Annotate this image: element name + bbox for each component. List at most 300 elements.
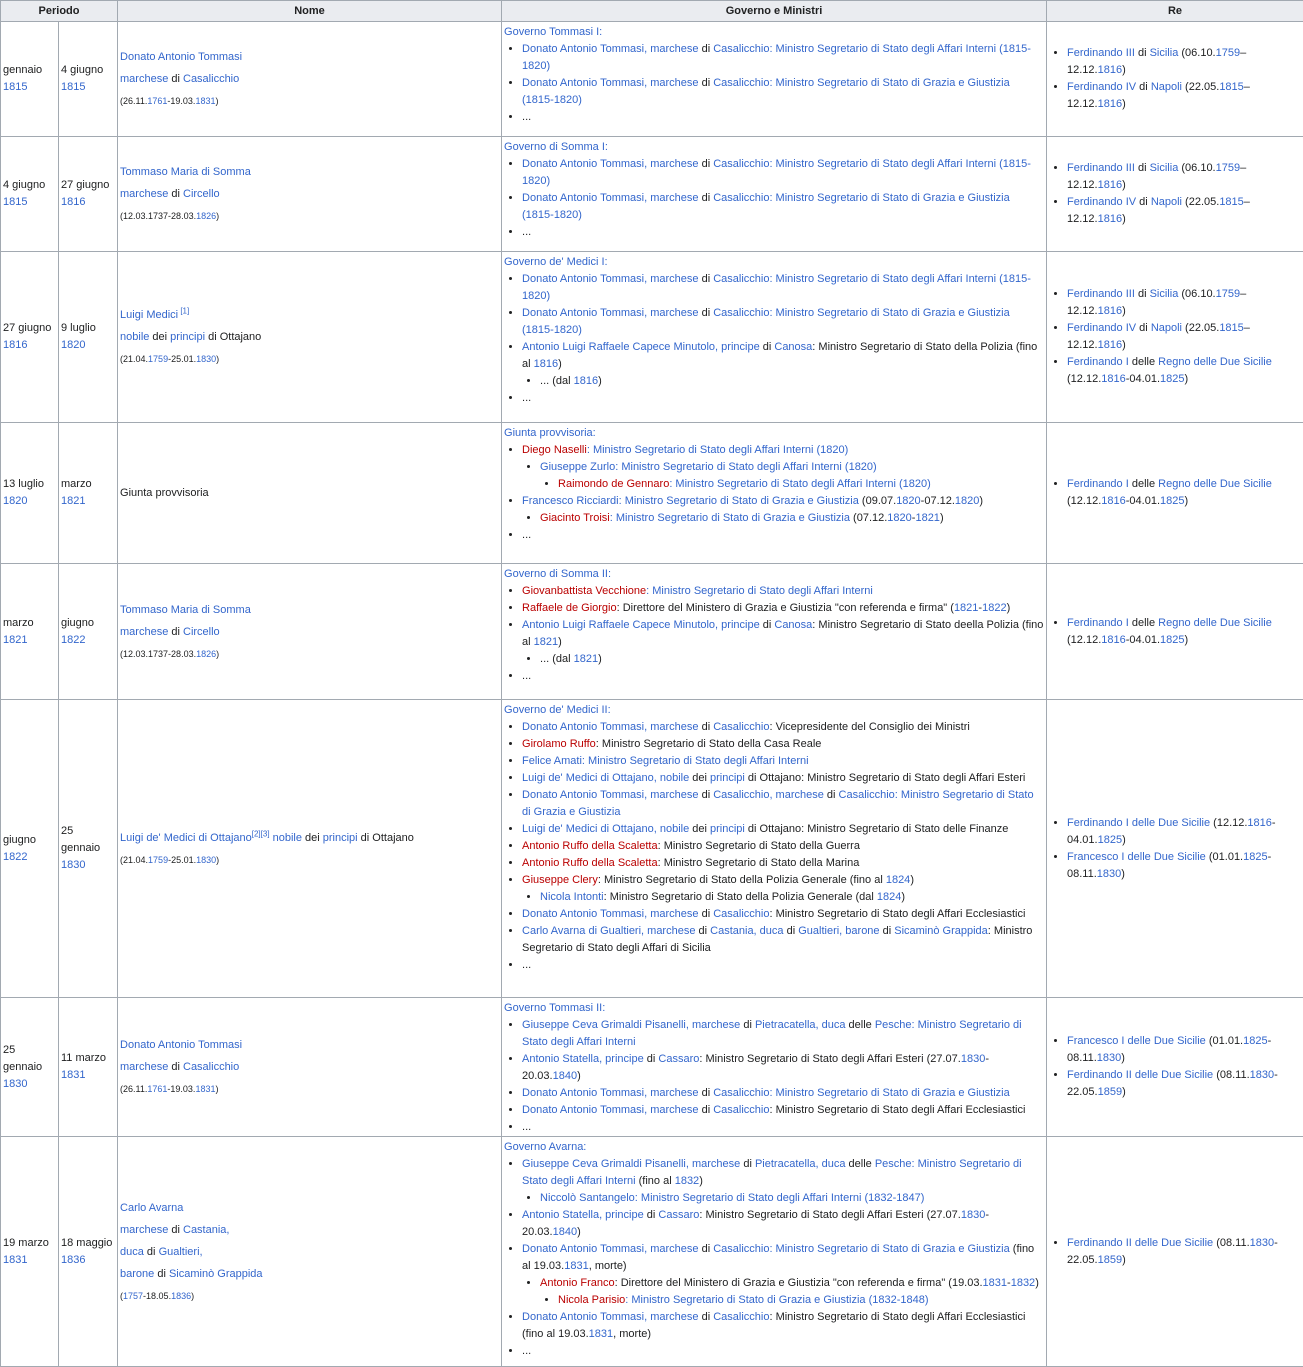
- government-title[interactable]: Governo de' Medici I:: [504, 256, 608, 268]
- minister-item: [540, 373, 1044, 390]
- text-segment: dei: [149, 331, 171, 343]
- text-segment: di: [1134, 47, 1150, 59]
- link[interactable]: 1759: [148, 854, 169, 865]
- date-text: 11 marzo: [61, 1052, 107, 1064]
- link[interactable]: Giovanbattista Vecchione: [522, 585, 647, 597]
- link[interactable]: 1821: [915, 512, 940, 524]
- year-link[interactable]: 1822: [61, 633, 86, 646]
- link[interactable]: Donato Antonio Tommasi: [120, 1039, 243, 1051]
- text-segment: : Ministro Segretario di Stato deella Polizia (fino al: [522, 619, 1044, 648]
- link[interactable]: Ferdinando II delle Due Sicilie: [1067, 1236, 1214, 1249]
- link[interactable]: 1816: [1097, 64, 1123, 76]
- link[interactable]: Ferdinando I: [1067, 356, 1129, 368]
- link[interactable]: Raimondo de Gennaro: [558, 478, 670, 490]
- link[interactable]: Donato Antonio Tommasi, marchese: [522, 158, 699, 170]
- government-title[interactable]: Giunta provvisoria:: [504, 427, 596, 439]
- link[interactable]: 1826: [196, 648, 217, 659]
- link[interactable]: Tommaso Maria di Somma: [120, 603, 251, 616]
- link[interactable]: Casalicchio: Ministro Segretario di Stato di Grazia e Giustizia (1815-1820): [522, 77, 1010, 106]
- government-cell: [502, 1137, 1047, 1367]
- minister-item: [522, 753, 1044, 770]
- link[interactable]: Luigi de' Medici di Ottajano: [120, 831, 252, 844]
- minister-item: [522, 1119, 1044, 1136]
- link[interactable]: Canosa: [774, 619, 813, 631]
- link[interactable]: Canosa: [774, 341, 813, 353]
- link[interactable]: Nicola Intonti: [540, 891, 604, 903]
- text-segment: (01.01.: [1205, 1035, 1244, 1047]
- link[interactable]: 1759: [1215, 162, 1241, 174]
- period-end: [59, 423, 118, 564]
- minister-list: [540, 476, 1044, 493]
- text-segment: di: [698, 158, 714, 170]
- link[interactable]: Donato Antonio Tommasi, marchese: [522, 1243, 699, 1255]
- text-segment: di: [698, 1104, 714, 1116]
- link[interactable]: Girolamo Ruffo: [522, 738, 596, 750]
- text-segment: : Ministro Segretario di Stato degli Affari Ecclesiastici: [769, 1104, 1026, 1116]
- link[interactable]: Donato Antonio Tommasi, marchese: [522, 273, 699, 285]
- link[interactable]: 1824: [885, 874, 911, 886]
- text-segment: delle: [1128, 616, 1159, 629]
- government-title[interactable]: Governo Avarna:: [504, 1141, 587, 1153]
- link[interactable]: principi: [170, 331, 206, 343]
- link[interactable]: Casalicchio: Ministro Segretario di Stato di Grazia e Giustizia: [713, 1243, 1010, 1255]
- link[interactable]: Castania, duca: [710, 925, 784, 937]
- text-segment: ): [1122, 1253, 1126, 1266]
- link[interactable]: Luigi de' Medici di Ottajano, nobile: [522, 772, 690, 784]
- text-segment: dei: [689, 772, 711, 784]
- minister-item: [540, 510, 1044, 527]
- government-title[interactable]: Governo de' Medici II:: [504, 704, 611, 716]
- link[interactable]: 1759: [1215, 288, 1241, 300]
- link[interactable]: Casalicchio: [183, 1061, 240, 1073]
- link[interactable]: 1816: [1097, 339, 1123, 351]
- link[interactable]: 1826: [196, 211, 217, 221]
- link[interactable]: Giuseppe Clery: [522, 874, 598, 886]
- year-link[interactable]: 1822: [3, 850, 28, 863]
- link[interactable]: 1821: [533, 636, 559, 648]
- period-end: [59, 22, 118, 137]
- link[interactable]: Regno delle Due Sicilie: [1158, 478, 1272, 490]
- name-cell: [118, 423, 502, 564]
- king-cell: [1047, 22, 1303, 137]
- period-end: [59, 700, 118, 998]
- link[interactable]: barone: [120, 1267, 155, 1280]
- name-line: [120, 599, 499, 621]
- year-link[interactable]: 1830: [61, 859, 86, 871]
- text-segment: di: [698, 908, 714, 920]
- link[interactable]: 1859: [1097, 1086, 1123, 1098]
- link[interactable]: marchese: [120, 73, 169, 85]
- king-list: [1049, 160, 1301, 228]
- year-link[interactable]: 1815: [61, 81, 86, 93]
- text-segment: di: [740, 1158, 755, 1170]
- link[interactable]: principi: [710, 772, 745, 784]
- link[interactable]: 1825: [1097, 833, 1123, 846]
- link[interactable]: Giuseppe Ceva Grimaldi Pisanelli, marchese: [522, 1019, 741, 1031]
- link[interactable]: principi: [710, 823, 745, 835]
- link[interactable]: Carlo Avarna di Gualtieri, marchese: [522, 925, 696, 937]
- link[interactable]: Ferdinando I: [1067, 478, 1129, 490]
- table-row: [1, 22, 1303, 137]
- king-item: [1067, 79, 1301, 113]
- link[interactable]: Ferdinando III: [1067, 47, 1135, 59]
- link[interactable]: Donato Antonio Tommasi: [120, 51, 243, 63]
- minister-list: [504, 719, 1044, 974]
- link[interactable]: 1830: [1249, 1236, 1275, 1249]
- link[interactable]: nobile: [120, 331, 150, 343]
- link[interactable]: Pietracatella, duca: [754, 1158, 846, 1170]
- link[interactable]: 1830: [1096, 867, 1122, 880]
- link[interactable]: Luigi Medici: [120, 309, 179, 321]
- link[interactable]: 1825: [1243, 1035, 1268, 1047]
- link[interactable]: Pesche: Ministro Segretario di Stato degli Affari Interni: [522, 1019, 1022, 1048]
- minister-item: [522, 1241, 1044, 1309]
- text-segment: ): [558, 358, 562, 370]
- text-segment: di: [154, 1267, 169, 1280]
- link[interactable]: 1840: [552, 1226, 578, 1238]
- link[interactable]: 1816: [1097, 179, 1123, 191]
- link[interactable]: 1832: [674, 1175, 700, 1187]
- link[interactable]: Carlo Avarna: [120, 1201, 184, 1214]
- link[interactable]: Antonio Statella, principe: [522, 1209, 644, 1221]
- king-cell: [1047, 252, 1303, 423]
- link[interactable]: Donato Antonio Tommasi, marchese: [522, 721, 699, 733]
- link[interactable]: Nicola Parisio: [558, 1294, 626, 1306]
- link[interactable]: Napoli: [1150, 322, 1182, 334]
- link[interactable]: marchese: [120, 1061, 169, 1073]
- link[interactable]: Castania,: [183, 1223, 230, 1236]
- link[interactable]: Niccolò Santangelo: Ministro Segretario di Stato degli Affari Interni (1832-1847): [540, 1192, 925, 1204]
- link[interactable]: 1830: [960, 1053, 986, 1065]
- link[interactable]: Antonio Ruffo della Scaletta: [522, 857, 658, 869]
- minister-list: [540, 1292, 1044, 1309]
- link[interactable]: 1825: [1243, 850, 1268, 863]
- link[interactable]: Ferdinando IV: [1067, 81, 1137, 93]
- text-segment: (01.01.: [1205, 850, 1244, 863]
- link[interactable]: 1830: [196, 854, 217, 865]
- king-list: [1049, 815, 1301, 883]
- minister-item: [522, 583, 1044, 600]
- link[interactable]: Donato Antonio Tommasi, marchese: [522, 789, 699, 801]
- link[interactable]: Antonio Luigi Raffaele Capece Minutolo, principe: [522, 619, 760, 631]
- link[interactable]: 1821: [953, 602, 979, 614]
- link[interactable]: 1831: [982, 1277, 1008, 1289]
- period-start: [1, 700, 59, 998]
- link[interactable]: Ferdinando IV: [1067, 196, 1137, 208]
- text-segment: : Ministro Segretario di Stato della Polizia Generale (dal: [603, 891, 877, 903]
- year-link[interactable]: 1815: [3, 81, 28, 93]
- link[interactable]: 1816: [1101, 633, 1126, 646]
- link[interactable]: Diego Naselli: [522, 444, 587, 456]
- link[interactable]: 1816: [1097, 98, 1123, 110]
- link[interactable]: Sicilia: [1149, 47, 1179, 59]
- link[interactable]: Circello: [183, 625, 220, 638]
- link[interactable]: Luigi de' Medici di Ottajano, nobile: [522, 823, 690, 835]
- text-segment: –12.12.: [1067, 196, 1250, 225]
- period-start: [1, 564, 59, 700]
- text-segment: : Ministro Segretario di Stato degli Affari Esteri (27.07.: [699, 1209, 961, 1221]
- link[interactable]: 1840: [552, 1070, 578, 1082]
- link[interactable]: Casalicchio: [713, 908, 770, 920]
- link[interactable]: Casalicchio: Ministro Segretario di Stato di Grazia e Giustizia: [522, 789, 1034, 818]
- link[interactable]: Casalicchio: Ministro Segretario di Stato di Grazia e Giustizia: [713, 1087, 1010, 1099]
- link[interactable]: 1816: [1247, 816, 1272, 829]
- link[interactable]: Casalicchio: [183, 73, 240, 85]
- link[interactable]: Francesco I delle Due Sicilie: [1067, 1035, 1206, 1047]
- link[interactable]: 1821: [573, 653, 599, 665]
- link[interactable]: 1830: [1249, 1069, 1275, 1081]
- link[interactable]: 1761: [147, 1084, 168, 1094]
- link[interactable]: Ferdinando I delle Due Sicilie: [1067, 816, 1211, 829]
- year-link[interactable]: 1815: [3, 196, 28, 208]
- link[interactable]: Casalicchio: [713, 1311, 770, 1323]
- link[interactable]: Ferdinando II delle Due Sicilie: [1067, 1069, 1214, 1081]
- government-title[interactable]: Governo Tommasi I:: [504, 26, 603, 38]
- period-end: [59, 564, 118, 700]
- text-segment: (07.12.: [849, 512, 888, 524]
- period-end: [59, 137, 118, 252]
- government-title[interactable]: Governo di Somma I:: [504, 141, 608, 153]
- text-segment: ...: [522, 1345, 532, 1357]
- link[interactable]: 1830: [196, 354, 217, 364]
- link[interactable]: 1831: [195, 96, 216, 106]
- table-row: [1, 564, 1303, 700]
- link[interactable]: Casalicchio: Ministro Segretario di Stato degli Affari Interni (1815-1820): [522, 273, 1031, 302]
- text-segment: Giunta provvisoria: [120, 487, 209, 499]
- link[interactable]: 1831: [588, 1328, 614, 1340]
- link[interactable]: 1759: [1215, 47, 1241, 59]
- text-segment: ): [910, 874, 914, 886]
- link[interactable]: Regno delle Due Sicilie: [1158, 616, 1272, 629]
- link[interactable]: Donato Antonio Tommasi, marchese: [522, 43, 699, 55]
- king-item: [1067, 160, 1301, 194]
- text-segment: (12.12.: [1210, 816, 1248, 829]
- text-segment: -25.01.: [168, 354, 197, 364]
- text-segment: ): [939, 512, 944, 524]
- link[interactable]: Ferdinando III: [1067, 162, 1135, 174]
- text-segment: di: [168, 625, 183, 638]
- link[interactable]: 1830: [1096, 1052, 1122, 1064]
- text-segment: -: [1007, 1277, 1011, 1289]
- link[interactable]: : Ministro Segretario di Stato di Grazia e Giustizia (1832-1848): [625, 1294, 929, 1306]
- link[interactable]: principi: [322, 831, 358, 844]
- minister-item: [522, 493, 1044, 527]
- link[interactable]: Cassaro: [658, 1209, 700, 1221]
- link[interactable]: Ferdinando IV: [1067, 322, 1137, 334]
- link[interactable]: Casalicchio: Ministro Segretario di Stato di Grazia e Giustizia (1815-1820): [522, 307, 1010, 336]
- link[interactable]: Donato Antonio Tommasi, marchese: [522, 1087, 699, 1099]
- link[interactable]: Sicilia: [1149, 288, 1179, 300]
- link[interactable]: nobile: [269, 831, 302, 844]
- link[interactable]: 1759: [148, 354, 169, 364]
- link[interactable]: Giuseppe Zurlo: Ministro Segretario di Stato degli Affari Interni (1820): [540, 461, 877, 473]
- link[interactable]: 1859: [1097, 1253, 1123, 1266]
- link[interactable]: 1825: [1160, 495, 1185, 507]
- link[interactable]: 1816: [533, 358, 559, 370]
- text-segment: di Ottajano: [357, 831, 414, 844]
- year-link[interactable]: 1836: [61, 1253, 86, 1266]
- link[interactable]: Donato Antonio Tommasi, marchese: [522, 1311, 699, 1323]
- link[interactable]: Pietracatella, duca: [754, 1019, 846, 1031]
- text-segment: di: [1136, 322, 1151, 334]
- link[interactable]: Gualtieri,: [158, 1245, 203, 1258]
- text-segment: ): [598, 375, 602, 387]
- minister-list: [504, 1017, 1044, 1136]
- link[interactable]: : Ministro Segretario di Stato degli Affari Interni (1820): [586, 444, 849, 456]
- minister-list: [522, 373, 1044, 390]
- date-text: giugno: [3, 833, 37, 846]
- link[interactable]: Ferdinando I: [1067, 616, 1129, 629]
- government-title[interactable]: Governo di Somma II:: [504, 568, 612, 580]
- text-segment: (06.10.: [1178, 288, 1216, 300]
- text-segment: di Ottajano: Ministro Segretario di Stato degli Affari Esteri: [744, 772, 1026, 784]
- link[interactable]: 1816: [1097, 305, 1123, 317]
- link[interactable]: 1831: [195, 1084, 216, 1094]
- link[interactable]: 1816: [1101, 373, 1126, 385]
- text-segment: -: [911, 512, 916, 524]
- text-segment: (26.11.: [120, 96, 148, 106]
- link[interactable]: 1816: [1101, 495, 1126, 507]
- text-segment: delle: [1128, 478, 1159, 490]
- link[interactable]: Giacinto Troisi: [540, 512, 610, 524]
- king-item: [1067, 849, 1301, 883]
- minister-item: [522, 1207, 1044, 1241]
- text-segment: , morte): [613, 1328, 652, 1340]
- link[interactable]: 1825: [1160, 373, 1185, 385]
- year-link[interactable]: 1816: [3, 339, 28, 351]
- link[interactable]: Casalicchio: Ministro Segretario di Stato degli Affari Interni (1815-1820): [522, 158, 1031, 187]
- link[interactable]: Raffaele de Giorgio: [522, 602, 617, 614]
- text-segment: ): [577, 1070, 581, 1082]
- link[interactable]: 1820: [887, 512, 912, 524]
- link[interactable]: Donato Antonio Tommasi, marchese: [522, 192, 699, 204]
- link[interactable]: Gualtieri, barone: [798, 925, 880, 937]
- link[interactable]: marchese: [120, 1223, 169, 1236]
- text-segment: di: [698, 789, 714, 801]
- year-link[interactable]: 1830: [3, 1077, 28, 1090]
- text-segment: : Ministro Segretario di Stato della Polizia (fino al: [522, 341, 1038, 370]
- link[interactable]: Tommaso Maria di Somma: [120, 166, 251, 178]
- link[interactable]: 1820: [954, 495, 980, 507]
- date-text: marzo: [61, 478, 92, 490]
- link[interactable]: Donato Antonio Tommasi, marchese: [522, 77, 699, 89]
- link[interactable]: 1815: [1219, 81, 1244, 93]
- link[interactable]: Antonio Luigi Raffaele Capece Minutolo, principe: [522, 341, 760, 353]
- link[interactable]: Antonio Statella, principe: [522, 1053, 644, 1065]
- link[interactable]: : Ministro Segretario di Stato degli Affari Interni: [646, 585, 873, 597]
- date-text: 13 luglio: [3, 478, 44, 490]
- name-line: [120, 348, 499, 370]
- link[interactable]: Felice Amati: Ministro Segretario di Stato degli Affari Interni: [522, 755, 809, 767]
- link[interactable]: 1816: [1097, 213, 1123, 225]
- link[interactable]: 1815: [1219, 322, 1244, 334]
- text-segment: di: [643, 1053, 659, 1065]
- link[interactable]: Regno delle Due Sicilie: [1158, 356, 1272, 368]
- link[interactable]: duca: [120, 1245, 144, 1258]
- link[interactable]: Antonio Ruffo della Scaletta: [522, 840, 658, 852]
- link[interactable]: 1815: [1219, 196, 1244, 208]
- link[interactable]: Donato Antonio Tommasi, marchese: [522, 307, 699, 319]
- link[interactable]: : Ministro Segretario di Stato di Grazia e Giustizia: [609, 512, 850, 524]
- government-cell: [502, 998, 1047, 1137]
- link[interactable]: 1822: [982, 602, 1007, 614]
- government-title[interactable]: Governo Tommasi II:: [504, 1002, 606, 1014]
- link[interactable]: Pesche: Ministro Segretario di Stato degli Affari Interni: [522, 1158, 1022, 1187]
- link[interactable]: Sicaminò Grappida: [894, 925, 988, 937]
- link[interactable]: Casalicchio, marchese: [713, 789, 824, 801]
- year-link[interactable]: 1821: [61, 495, 86, 507]
- king-item: [1067, 1067, 1301, 1101]
- year-link[interactable]: 1831: [61, 1069, 86, 1081]
- name-cell: [118, 137, 502, 252]
- link[interactable]: Casalicchio: [713, 1104, 770, 1116]
- link[interactable]: Casalicchio: [713, 721, 770, 733]
- link[interactable]: 1820: [896, 495, 921, 507]
- king-item: [1067, 1033, 1301, 1067]
- text-segment: : Ministro Segretario di Stato della Casa Reale: [595, 738, 822, 750]
- minister-item: [558, 476, 1044, 493]
- link[interactable]: 1831: [564, 1260, 589, 1272]
- link[interactable]: Giuseppe Ceva Grimaldi Pisanelli, marchese: [522, 1158, 741, 1170]
- minister-item: [540, 459, 1044, 493]
- date-text: gennaio: [3, 64, 43, 76]
- link[interactable]: Donato Antonio Tommasi, marchese: [522, 1104, 699, 1116]
- text-segment: ): [215, 1084, 219, 1094]
- link[interactable]: Sicaminò Grappida: [168, 1267, 263, 1280]
- year-link[interactable]: 1820: [3, 495, 28, 507]
- link[interactable]: : Ministro Segretario di Stato degli Affari Interni (1820): [669, 478, 931, 490]
- minister-item: [522, 719, 1044, 736]
- text-segment: ): [577, 1226, 581, 1238]
- link[interactable]: Francesco I delle Due Sicilie: [1067, 850, 1206, 863]
- link[interactable]: Circello: [183, 188, 220, 200]
- text-segment: di: [1136, 196, 1151, 208]
- link[interactable]: marchese: [120, 625, 169, 638]
- link[interactable]: Casalicchio: Ministro Segretario di Stato degli Affari Interni (1815-1820): [522, 43, 1031, 72]
- link[interactable]: 1825: [1160, 633, 1185, 646]
- link[interactable]: Francesco Ricciardi: Ministro Segretario di Stato di Grazia e Giustizia: [522, 495, 859, 507]
- link[interactable]: 1757: [123, 1290, 144, 1301]
- king-cell: [1047, 700, 1303, 998]
- year-link[interactable]: 1816: [61, 196, 86, 208]
- link[interactable]: Cassaro: [658, 1053, 700, 1065]
- link[interactable]: 1836: [171, 1290, 192, 1301]
- text-segment: di: [698, 1243, 714, 1255]
- date-text: 18 maggio: [61, 1236, 113, 1249]
- link[interactable]: Ferdinando III: [1067, 288, 1135, 300]
- link[interactable]: marchese: [120, 188, 169, 200]
- year-link[interactable]: 1831: [3, 1253, 28, 1266]
- link[interactable]: 1824: [876, 891, 902, 903]
- link[interactable]: Donato Antonio Tommasi, marchese: [522, 908, 699, 920]
- minister-item: [522, 855, 1044, 872]
- header-governo: Governo e Ministri: [502, 1, 1047, 22]
- link[interactable]: Sicilia: [1149, 162, 1179, 174]
- link[interactable]: 1830: [960, 1209, 986, 1221]
- link[interactable]: Casalicchio: Ministro Segretario di Stato di Grazia e Giustizia (1815-1820): [522, 192, 1010, 221]
- year-link[interactable]: 1821: [3, 633, 28, 646]
- link[interactable]: Napoli: [1150, 196, 1182, 208]
- table-row: [1, 700, 1303, 998]
- link[interactable]: 1816: [573, 375, 599, 387]
- link[interactable]: [2][3]: [251, 828, 270, 838]
- link[interactable]: 1761: [147, 96, 168, 106]
- link[interactable]: Napoli: [1150, 81, 1182, 93]
- year-link[interactable]: 1820: [61, 339, 86, 351]
- link[interactable]: [1]: [178, 306, 190, 316]
- link[interactable]: 1832: [1010, 1277, 1036, 1289]
- link[interactable]: Antonio Franco: [540, 1277, 615, 1289]
